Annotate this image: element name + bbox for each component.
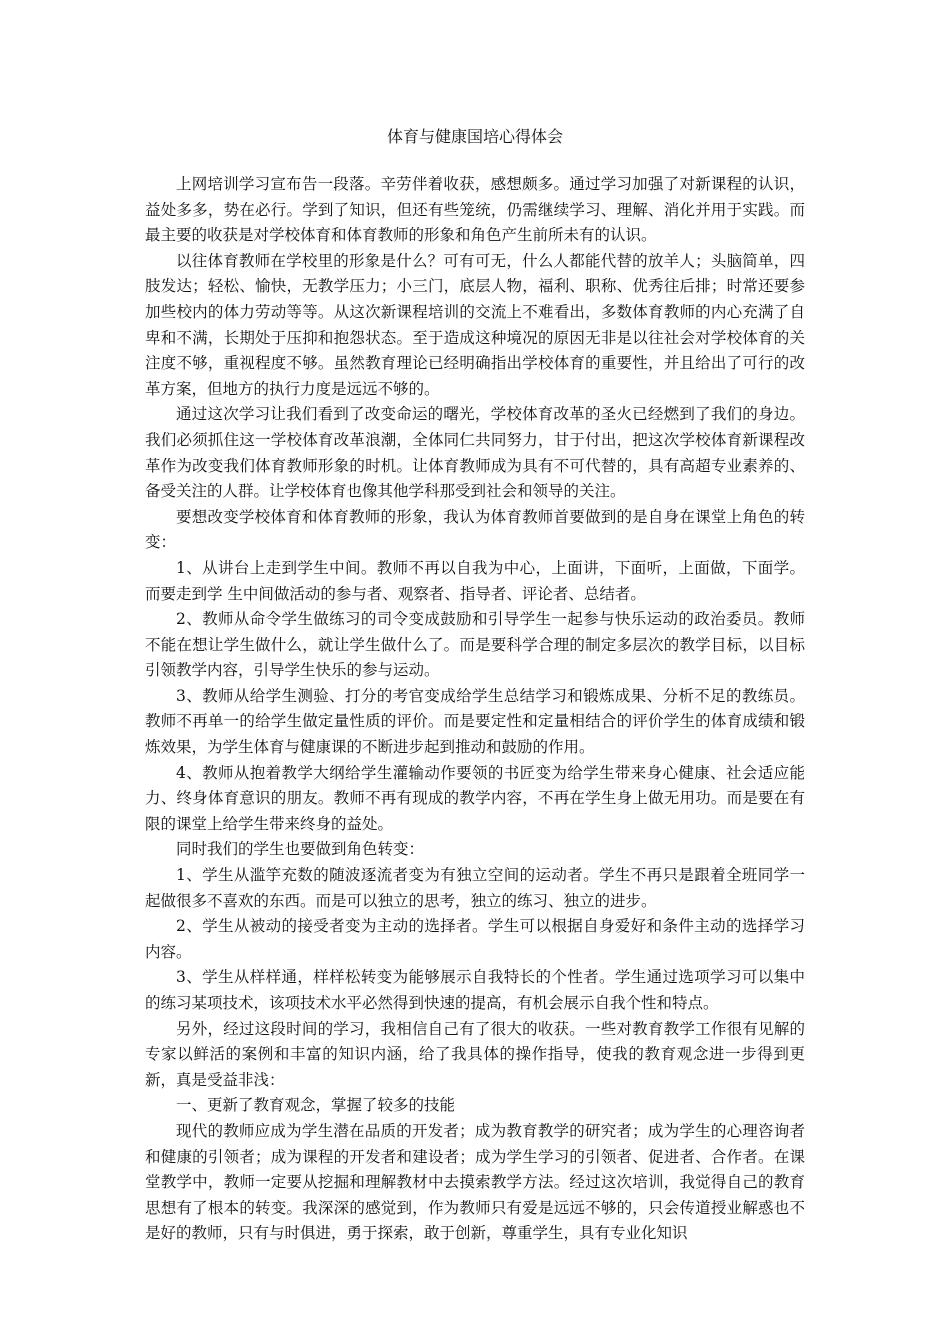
paragraph-student-role-1: 1、学生从滥竽充数的随波逐流者变为有独立空间的运动者。学生不再只是跟着全班同学一起做很多不喜欢的东西。而是可以独立的思考，独立的练习、独立的进步。 bbox=[145, 866, 805, 910]
document-title: 体育与健康国培心得体会 bbox=[386, 127, 563, 146]
paragraph-teacher-role-3: 3、教师从给学生测验、打分的考官变成给学生总结学习和锻炼成果、分析不足的教练员。教师不再单一的给学生做定量性质的评价。而是要定性和定量相结合的评价学生的体育成绩和锻炼效果，为学生体育与健康课的不断进步起到推动和鼓励的作用。 bbox=[145, 686, 805, 757]
paragraph-teacher-role-4: 4、教师从抱着教学大纲给学生灌输动作要领的书匠变为给学生带来身心健康、社会适应能力、终身体育意识的朋友。教师不再有现成的教学内容，不再在学生身上做无用功。而是要在有限的课堂上给学生带来终身的益处。 bbox=[145, 763, 805, 833]
section-heading-1: 一、更新了教育观念，掌握了较多的技能 bbox=[176, 1096, 456, 1115]
paragraph-teacher-role-2: 2、教师从命令学生做练习的司令变成鼓励和引导学生一起参与快乐运动的政治委员。教师不能在想让学生做什么，就让学生做什么了。而是要科学合理的制定多层次的教学目标，以目标引领教学内容，引导学生快乐的参与运动。 bbox=[145, 610, 805, 680]
paragraph-student-role-3: 3、学生从样样通，样样松转变为能够展示自我特长的个性者。学生通过选项学习可以集中的练习某项技术，该项技术水平必然得到快速的提高，有机会展示自我个性和特点。 bbox=[145, 968, 805, 1012]
paragraph-gains: 另外，经过这段时间的学习，我相信自己有了很大的收获。一些对教育教学工作很有见解的专家以鲜活的案例和丰富的知识内涵，给了我具体的操作指导，使我的教育观念进一步得到更新，真是受益非浅： bbox=[145, 1019, 805, 1089]
paragraph-student-role-intro: 同时我们的学生也要做到角色转变： bbox=[176, 840, 425, 859]
paragraph-modern-teacher: 现代的教师应成为学生潜在品质的开发者；成为教育教学的研究者；成为学生的心理咨询者和健康的引领者；成为课程的开发者和建设者；成为学生学习的引领者、促进者、合作者。在课堂教学中，教师一定要从挖掘和理解教材中去摸索教学方法。经过这次培训，我觉得自己的教育思想有了根本的转变。我深深的感觉到，作为教师只有爱是远远不够的，只会传道授业解惑也不是好的教师，只有与时俱进，勇于探索，敢于创新，尊重学生，具有专业化知识 bbox=[145, 1121, 805, 1243]
document-body bbox=[145, 172, 805, 1247]
paragraph-past-image: 以往体育教师在学校里的形象是什么？可有可无，什么人都能代替的放羊人；头脑简单，四肢发达；轻松、愉快，无教学压力；小三门，底层人物，福利、职称、优秀往后排；时常还要参加些校内的体力劳动等等。从这次新课程培训的交流上不难看出，多数体育教师的内心充满了自卑和不满，长期处于压抑和抱怨状态。至于造成这种境况的原因无非是以往社会对学校体育的关注度不够，重视程度不够。虽然教育理论已经明确指出学校体育的重要性，并且给出了可行的改革方案，但地方的执行力度是远远不够的。 bbox=[145, 251, 805, 398]
paragraph-student-role-2: 2、学生从被动的接受者变为主动的选择者。学生可以根据自身爱好和条件主动的选择学习内容。 bbox=[145, 917, 805, 961]
paragraph-hope: 通过这次学习让我们看到了改变命运的曙光，学校体育改革的圣火已经燃到了我们的身边。我们必须抓住这一学校体育改革浪潮，全体同仁共同努力，甘于付出，把这次学校体育新课程改革作为改变我们体育教师形象的时机。让体育教师成为具有不可代替的，具有高超专业素养的、备受关注的人群。让学校体育也像其他学科那受到社会和领导的关注。 bbox=[145, 405, 805, 501]
paragraph-teacher-role-1: 1、从讲台上走到学生中间。教师不再以自我为中心，上面讲，下面听，上面做，下面学。而要走到学 生中间做活动的参与者、观察者、指导者、评论者、总结者。 bbox=[145, 558, 805, 603]
paragraph-teacher-role-intro: 要想改变学校体育和体育教师的形象，我认为体育教师首要做到的是自身在课堂上角色的转变： bbox=[145, 507, 805, 552]
paragraph-intro: 上网培训学习宣布告一段落。辛劳伴着收获，感想颇多。通过学习加强了对新课程的认识，益处多多，势在必行。学到了知识，但还有些笼统，仍需继续学习、理解、消化并用于实践。而最主要的收获是对学校体育和体育教师的形象和角色产生前所未有的认识。 bbox=[145, 175, 805, 245]
